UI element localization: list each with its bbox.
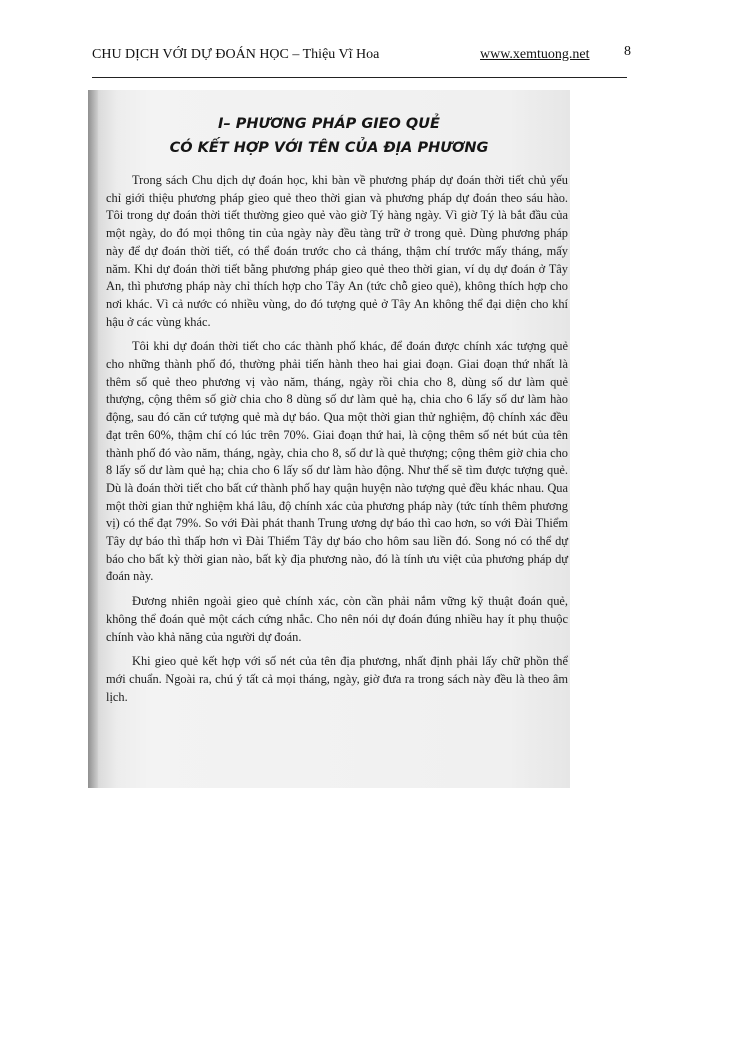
header-divider [92, 77, 627, 78]
header-title: CHU DỊCH VỚI DỰ ĐOÁN HỌC – Thiệu Vĩ Hoa [92, 47, 380, 62]
page-number: 8 [624, 44, 631, 59]
section-title [128, 112, 530, 160]
paragraph: Trong sách Chu dịch dự đoán học, khi bàn về phương pháp dự đoán thời tiết chủ yếu chỉ giới thiệu phương pháp gieo quẻ theo thời gian và phương pháp dự đoán theo sáu hào. Tôi trong dự đoán thời tiết thường gieo quẻ vào giờ Tý hàng ngày. Vì giờ Tý là bắt đầu của một ngày, do đó mọi thông tin của ngày này đều tàng trữ ở trong quẻ. Dùng phương pháp này để dự đoán thời tiết, có thể đoán trước cho cả tháng, thậm chí trước mấy tháng, mấy năm. Khi dự đoán thời tiết bằng phương pháp gieo quẻ theo thời gian, ví dụ dự đoán ở Tây An, thì phương pháp này chỉ thích hợp cho Tây An (tức chỗ gieo quẻ), không thích hợp cho nơi khác. Vì cả nước có nhiều vùng, do đó tượng quẻ ở Tây An không thể đại diện cho khí hậu ở các vùng khác. [106, 173, 568, 329]
body-text [106, 172, 568, 713]
scanned-page-image [88, 90, 570, 788]
paragraph: Khi gieo quẻ kết hợp với số nét của tên địa phương, nhất định phải lấy chữ phồn thể mới chuẩn. Ngoài ra, chú ý tất cả mọi tháng, ngày, giờ đưa ra trong sách này đều là theo âm lịch. [106, 654, 568, 704]
scan-binding-shadow [88, 90, 98, 788]
page-header [92, 44, 627, 68]
section-title-line-1: I– PHƯƠNG PHÁP GIEO QUẺ [218, 116, 440, 132]
paragraph: Tôi khi dự đoán thời tiết cho các thành phố khác, để đoán được chính xác tượng quẻ cho những thành phố đó, thường phải tiến hành theo hai giai đoạn. Giai đoạn thứ nhất là thêm số quẻ theo phương vị vào năm, tháng, ngày rồi chia cho 8, dùng số dư làm quẻ thượng, cộng thêm số giờ chia cho 8 dùng số dư làm quẻ hạ, chia cho 6 lấy số dư làm hào động, sau đó căn cứ tượng quẻ mà dự báo. Qua một thời gian thử nghiệm, độ chính xác đều đạt trên 60%, thậm chí có lúc trên 70%. Giai đoạn thứ hai, là cộng thêm số nét bút của tên thành phố đó vào năm, tháng, ngày, chia cho 8, số dư là quẻ thượng; cộng thêm giờ chia cho 8 lấy số dư làm quẻ hạ; chia cho 6 lấy số dư làm hào động. Như thế sẽ tìm được tượng quẻ. Dù là đoán thời tiết cho bất cứ thành phố hay quận huyện nào tượng quẻ đều khác nhau. Qua một thời gian thử nghiệm khá lâu, độ chính xác của phương pháp này (tức tính thêm phương vị) có thể đạt 79%. So với Đài phát thanh Trung ương dự báo thì cao hơn, so với Đài Thiểm Tây dự báo thì thấp hơn vì Đài Thiểm Tây dự báo cho hôm sau liền đó. Song nó có thể dự báo cho bất kỳ thời gian nào, bất kỳ địa phương nào, đó là tính ưu việt của phương pháp dự đoán này. [106, 339, 568, 584]
website-link[interactable]: www.xemtuong.net [480, 47, 590, 62]
paragraph: Đương nhiên ngoài gieo quẻ chính xác, còn cần phải nắm vững kỹ thuật đoán quẻ, không thể đoán quẻ một cách cứng nhắc. Cho nên nói dự đoán đúng nhiều hay ít phụ thuộc chính vào khả năng của người dự đoán. [106, 594, 568, 644]
section-title-line-2: CÓ KẾT HỢP VỚI TÊN CỦA ĐỊA PHƯƠNG [169, 140, 489, 156]
